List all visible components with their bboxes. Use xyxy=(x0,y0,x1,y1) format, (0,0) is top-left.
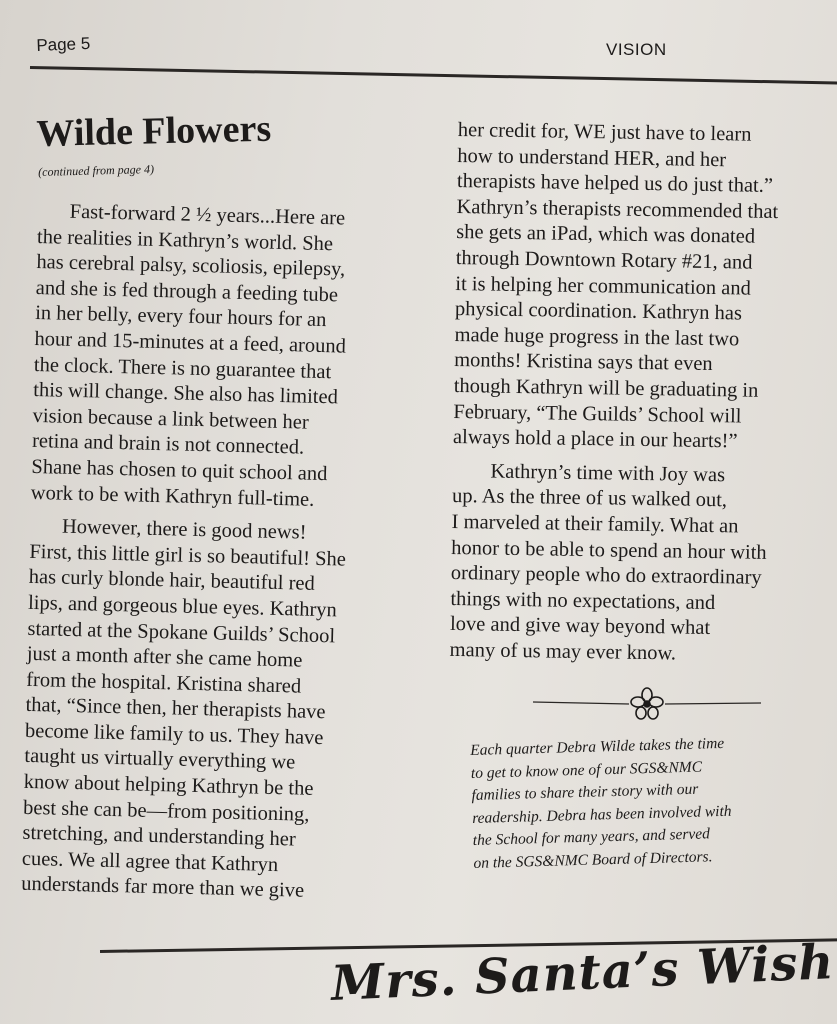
text-line: best she can be—from positioning, xyxy=(22,796,310,826)
text-line: taught us virtually everything we xyxy=(24,745,296,774)
text-line: many of us may ever know. xyxy=(449,638,677,665)
newsletter-name: VISION xyxy=(606,40,667,59)
text-line: through Downtown Rotary #21, and xyxy=(455,246,753,274)
text-line: February, “The Guilds’ School will xyxy=(453,400,742,428)
text-line: therapists have helped us do just that.” xyxy=(456,170,774,198)
flower-divider-icon xyxy=(533,686,761,722)
header-rule xyxy=(30,66,837,85)
byline-line: families to share their story with our xyxy=(471,780,699,804)
author-byline xyxy=(470,730,834,875)
text-line: retina and brain is not connected. xyxy=(31,430,305,459)
text-line: things with no expectations, and xyxy=(450,587,716,614)
byline-line: readership. Debra has been involved with xyxy=(471,802,732,827)
byline-line: Each quarter Debra Wilde takes the time xyxy=(470,734,725,759)
text-line: hour and 15-minutes at a feed, around xyxy=(34,327,347,358)
text-line: always hold a place in our hearts!” xyxy=(452,426,738,453)
text-line: how to understand HER, and her xyxy=(457,144,727,171)
text-line: Fast-forward 2 ½ years...Here are xyxy=(69,200,346,230)
text-line: she gets an iPad, which was donated xyxy=(456,221,756,249)
text-line: honor to be able to spend an hour with xyxy=(451,536,767,564)
text-line: lips, and gorgeous blue eyes. Kathryn xyxy=(27,591,338,622)
text-line: has cerebral palsy, scoliosis, epilepsy, xyxy=(36,251,346,281)
text-line: months! Kristina says that even xyxy=(454,349,713,376)
text-line: has curly blonde hair, beautiful red xyxy=(28,566,316,596)
byline-line: the School for many years, and served xyxy=(472,825,711,849)
text-line: physical coordination. Kathryn has xyxy=(454,298,743,325)
text-line: up. As the three of us walked out, xyxy=(451,485,728,512)
left-column xyxy=(21,199,428,907)
next-article-title: Mrs. Santa’s Wish xyxy=(330,934,836,1012)
text-line: started at the Spokane Guilds’ School xyxy=(27,617,336,647)
text-line: her credit for, WE just have to learn xyxy=(457,118,752,146)
text-line: made huge progress in the last two xyxy=(454,323,740,351)
text-line: stretching, and understanding her xyxy=(22,822,296,851)
text-line: vision because a link between her xyxy=(32,404,309,434)
text-line: love and give way beyond what xyxy=(449,613,711,640)
text-line: the clock. There is no guarantee that xyxy=(33,353,332,383)
text-line: this will change. She also has limited xyxy=(33,379,339,409)
text-line: cues. We all agree that Kathryn xyxy=(21,847,279,876)
text-line: know about helping Kathryn be the xyxy=(23,770,314,800)
article-title: Wilde Flowers xyxy=(36,107,272,155)
text-line: it is helping her communication and xyxy=(455,272,752,300)
text-line: that, “Since then, her therapists have xyxy=(25,694,326,724)
right-column xyxy=(449,118,828,669)
text-line: in her belly, every four hours for an xyxy=(34,302,327,332)
text-line: First, this little girl is so beautiful! She xyxy=(29,540,347,571)
text-line: from the hospital. Kristina shared xyxy=(25,668,302,698)
text-line: work to be with Kathryn full-time. xyxy=(30,481,315,511)
text-line: Kathryn’s therapists recommended that xyxy=(456,195,779,223)
byline-line: on the SGS&NMC Board of Directors. xyxy=(473,847,713,872)
byline-line: to get to know one of our SGS&NMC xyxy=(470,758,703,782)
text-line: just a month after she came home xyxy=(26,642,303,672)
continued-note: (continued from page 4) xyxy=(38,161,155,179)
text-line: Shane has chosen to quit school and xyxy=(31,455,328,486)
text-line: though Kathryn will be graduating in xyxy=(453,374,759,402)
text-line: ordinary people who do extraordinary xyxy=(450,562,762,589)
text-line: However, there is good news! xyxy=(61,515,307,544)
text-line: understands far more than we give xyxy=(20,873,305,903)
text-line: Kathryn’s time with Joy was xyxy=(490,460,726,486)
text-line: and she is fed through a feeding tube xyxy=(35,276,339,307)
page-number: Page 5 xyxy=(36,33,91,55)
text-line: the realities in Kathryn’s world. She xyxy=(36,225,334,255)
text-line: I marveled at their family. What an xyxy=(451,510,739,538)
text-line: become like family to us. They have xyxy=(24,719,324,750)
